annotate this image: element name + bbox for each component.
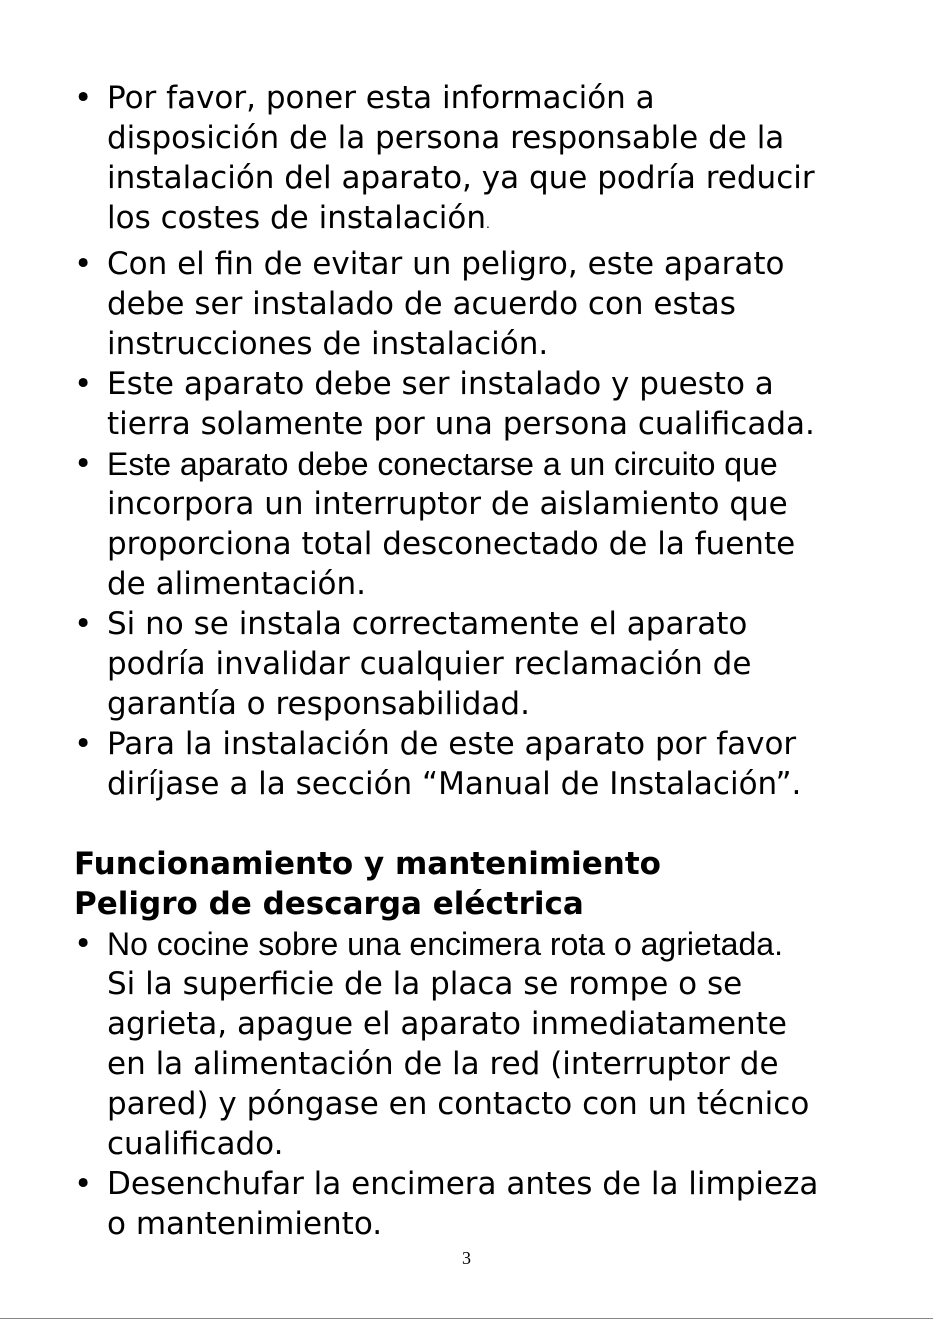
text-line: pared) y póngase en contacto con un técnico: [107, 1086, 810, 1122]
document-page: [74, 78, 894, 1244]
text-line: Por favor, poner esta información a: [107, 80, 655, 116]
list-item-manual-reference: [74, 724, 894, 804]
text-line: incorpora un interruptor de aislamiento que: [107, 486, 788, 522]
bullet-icon: •: [74, 1166, 93, 1202]
section-heading-shock-hazard: Peligro de descarga eléctrica: [74, 886, 584, 922]
installation-list: [74, 78, 894, 804]
section-spacer: [74, 804, 894, 844]
text-line: disposición de la persona responsable de la: [107, 120, 785, 156]
bullet-icon: •: [74, 446, 93, 482]
bullet-icon: •: [74, 246, 93, 282]
text-line: proporciona total desconectado de la fuente: [107, 526, 796, 562]
text-line: podría invalidar cualquier reclamación de: [107, 646, 752, 682]
section-heading-operation: Funcionamiento y mantenimiento: [74, 846, 661, 882]
bullet-icon: •: [74, 606, 93, 642]
list-item-unplug: [74, 1164, 894, 1244]
text-line: tierra solamente por una persona cualificada.: [107, 406, 815, 442]
bullet-icon: •: [74, 726, 93, 762]
operation-list: [74, 924, 894, 1244]
bottom-divider: [0, 1318, 933, 1319]
text-line: en la alimentación de la red (interruptor de: [107, 1046, 779, 1082]
text-line: Desenchufar la encimera antes de la limpieza: [107, 1166, 819, 1202]
text-line: de alimentación.: [107, 566, 367, 602]
text-line: Si no se instala correctamente el aparato: [107, 606, 748, 642]
text-line: o mantenimiento.: [107, 1206, 383, 1242]
small-period: .: [486, 217, 490, 231]
text-line: Para la instalación de este aparato por favor: [107, 726, 797, 762]
page-number: 3: [462, 1248, 471, 1268]
list-item-qualified-person: [74, 364, 894, 444]
text-line: instrucciones de instalación.: [107, 326, 549, 362]
list-item-info-installer: [74, 78, 894, 244]
text-line: Si la superficie de la placa se rompe o se: [107, 966, 743, 1002]
text-line: Este aparato debe ser instalado y puesto a: [107, 366, 774, 402]
list-item-incorrect-install: [74, 604, 894, 724]
list-item-avoid-hazard: [74, 244, 894, 364]
text-line: [107, 198, 894, 244]
text-line: diríjase a la sección “Manual de Instalación”.: [107, 766, 802, 802]
list-item-cracked-hob: [74, 924, 894, 1164]
text-line: No cocine sobre una encimera rota o agrietada.: [107, 926, 783, 962]
text-line: Este aparato debe conectarse a un circuito que: [107, 446, 778, 482]
list-item-isolation-switch: [74, 444, 894, 604]
text-line: Con el fin de evitar un peligro, este aparato: [107, 246, 785, 282]
text-segment: los costes de instalación: [107, 200, 487, 236]
bullet-icon: •: [74, 366, 93, 402]
text-line: agrieta, apague el aparato inmediatamente: [107, 1006, 787, 1042]
text-line: instalación del aparato, ya que podría reducir: [107, 160, 815, 196]
text-line: debe ser instalado de acuerdo con estas: [107, 286, 736, 322]
bullet-icon: •: [74, 926, 93, 962]
text-line: garantía o responsabilidad.: [107, 686, 530, 722]
text-line: cualificado.: [107, 1126, 284, 1162]
bullet-icon: •: [74, 80, 93, 116]
